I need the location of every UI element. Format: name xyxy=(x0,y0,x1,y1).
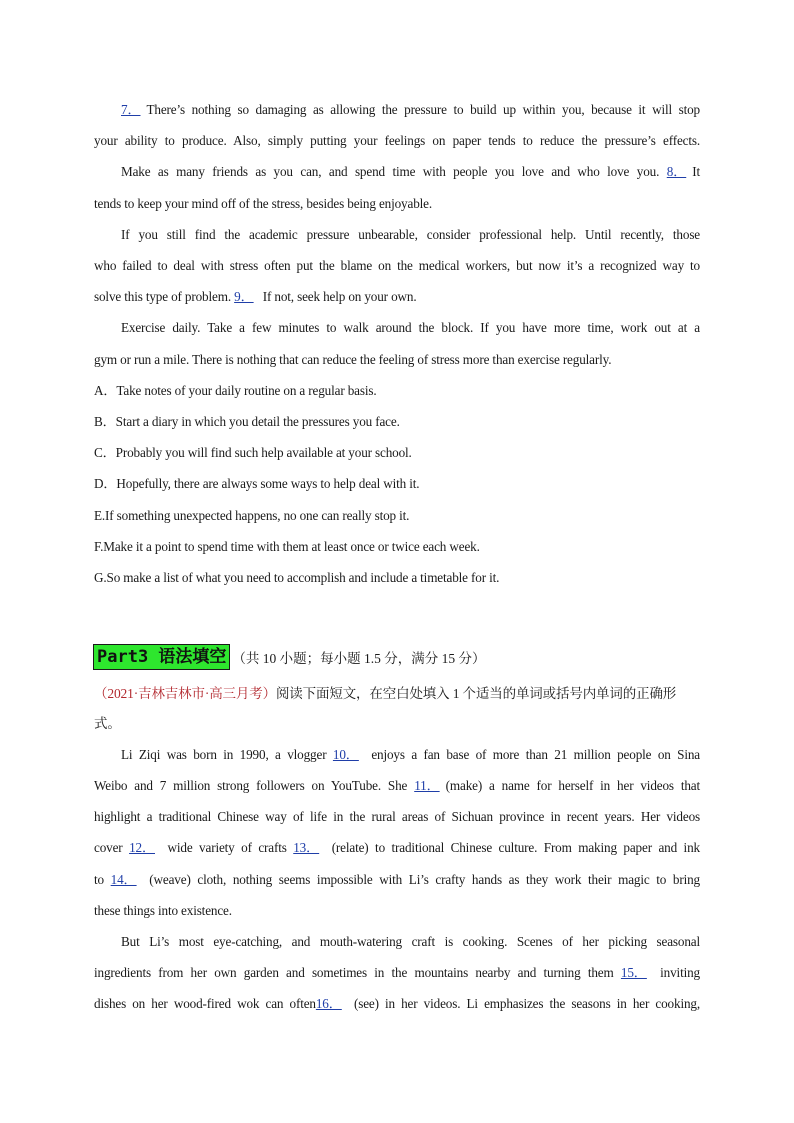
grammar-line: dishes on her wood-fired wok can often16． (see) in her videos. Li emphasizes the seasons in her cooking, xyxy=(94,996,700,1011)
passage-line: solve this type of problem. 9． If not, seek help on your own. xyxy=(94,289,417,304)
passage-line: Exercise daily. Take a few minutes to walk around the block. If you have more time, work out at a xyxy=(121,320,700,335)
passage-line: 7． There’s nothing so damaging as allowing the pressure to build up within you, because it will stop xyxy=(121,102,700,117)
answer-blank-11[interactable]: 11． xyxy=(414,778,440,793)
part3-instruction-cont: 式。 xyxy=(94,716,121,731)
answer-blank-13[interactable]: 13． xyxy=(293,840,320,855)
passage-line: your ability to produce. Also, simply putting your feelings on paper tends to reduce the pressure’s effects. xyxy=(94,133,700,148)
answer-blank-15[interactable]: 15． xyxy=(620,965,647,980)
passage-line: who failed to deal with stress often put the blame on the medical workers, but now it’s a recognized way to xyxy=(94,258,700,273)
grammar-line: these things into existence. xyxy=(94,903,232,918)
grammar-line: to 14． (weave) cloth, nothing seems impossible with Li’s crafty hands as they work their magic to bring xyxy=(94,872,700,887)
part3-badge: Part3 语法填空 xyxy=(93,644,230,670)
grammar-line: Li Ziqi was born in 1990, a vlogger 10． enjoys a fan base of more than 21 million people on Sina xyxy=(121,747,701,762)
answer-blank-16[interactable]: 16． xyxy=(315,996,342,1011)
grammar-line: cover 12． wide variety of crafts 13． (relate) to traditional Chinese culture. From making paper and ink xyxy=(94,840,700,855)
answer-blank-12[interactable]: 12． xyxy=(129,840,155,855)
passage-line: Make as many friends as you can, and spend time with people you love and who love you. 8． It xyxy=(121,164,700,179)
part3-instruction: （2021·吉林吉林市·高三月考）阅读下面短文，在空白处填入 1 个适当的单词或括号内单词的正确形 xyxy=(94,686,677,701)
option-c: C．Probably you will find such help available at your school. xyxy=(94,445,412,460)
grammar-line: But Li’s most eye-catching, and mouth-watering craft is cooking. Scenes of her picking seasonal xyxy=(121,934,700,949)
option-f: F.Make it a point to spend time with them at least once or twice each week. xyxy=(94,539,480,554)
option-a: A．Take notes of your daily routine on a regular basis. xyxy=(94,383,377,398)
option-e: E.If something unexpected happens, no one can really stop it. xyxy=(94,508,410,523)
option-g: G.So make a list of what you need to accomplish and include a timetable for it. xyxy=(94,570,500,585)
option-b: B．Start a diary in which you detail the pressures you face. xyxy=(94,414,400,429)
question-source: （2021·吉林吉林市·高三月考） xyxy=(94,686,276,701)
passage-line: tends to keep your mind off of the stress, besides being enjoyable. xyxy=(94,196,433,211)
answer-blank-9[interactable]: 9． xyxy=(234,289,254,304)
grammar-line: ingredients from her own garden and sometimes in the mountains nearby and turning them 15． inviting xyxy=(94,965,700,980)
passage-line: If you still find the academic pressure unbearable, consider professional help. Until recently, those xyxy=(121,227,700,242)
answer-blank-10[interactable]: 10． xyxy=(332,747,359,762)
grammar-line: highlight a traditional Chinese way of life in the rural areas of Sichuan province in recent years. Her videos xyxy=(94,809,700,824)
answer-blank-8[interactable]: 8． xyxy=(666,164,687,179)
passage-line: gym or run a mile. There is nothing that can reduce the feeling of stress more than exercise regularly. xyxy=(94,352,612,367)
answer-blank-14[interactable]: 14． xyxy=(110,872,137,887)
part3-scoring-note: （共 10 小题；每小题 1.5 分，满分 15 分） xyxy=(232,651,486,666)
grammar-line: Weibo and 7 million strong followers on YouTube. She 11． (make) a name for herself in her videos that xyxy=(94,778,700,793)
section-heading xyxy=(93,643,486,671)
option-d: D．Hopefully, there are always some ways to help deal with it. xyxy=(94,476,420,491)
answer-blank-7[interactable]: 7． xyxy=(121,102,141,117)
